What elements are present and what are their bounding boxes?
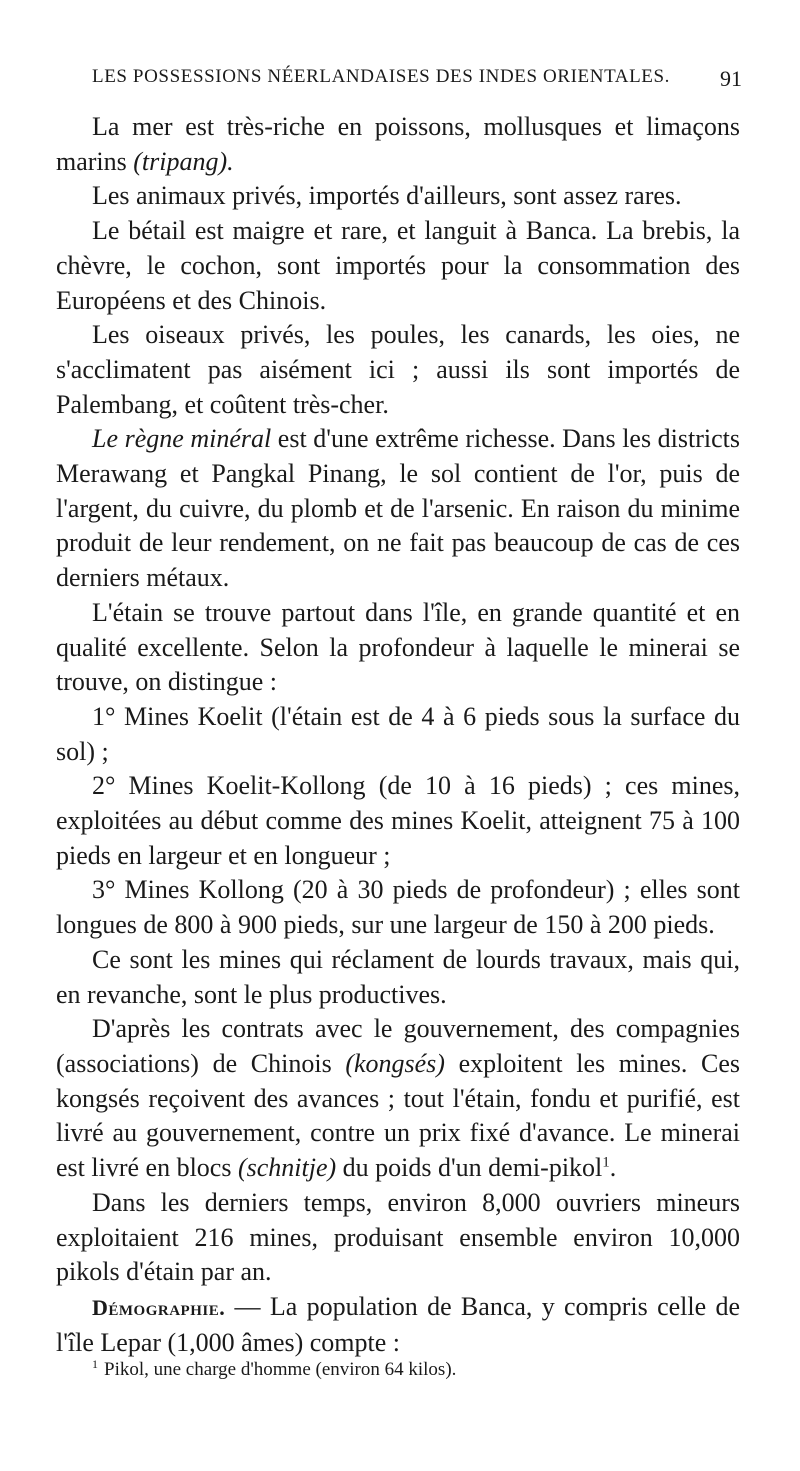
running-header — [92, 66, 742, 106]
term-tripang: (tripang). — [133, 146, 234, 176]
paragraph-text: D'après les contrats avec le gouvernement, des compagnies (associations) de Chinois — [56, 1014, 740, 1078]
paragraph-cattle: Le bétail est maigre et rare, et languit à Banca. La brebis, la chèvre, le cochon, sont importés pour la consommation des Européens et des Chinois. — [56, 216, 740, 315]
page-body — [56, 110, 740, 1360]
page-number: 91 — [720, 66, 742, 91]
footnote-reference[interactable]: 1 — [602, 1154, 610, 1171]
paragraph-text: est d'une extrême richesse. Dans les districts Merawang et Pangkal Pinang, le sol contient de l'or, puis de l'argent, du cuivre, du plomb et de l'arsenic. En raison du minime produit de leur rendement, on ne fait pas beaucoup de cas de ces derniers métaux. — [56, 424, 740, 593]
section-heading-demographie: Démographie. — [92, 1294, 226, 1320]
paragraph-birds: Les oiseaux privés, les poules, les canards, les oies, ne s'acclimatent pas aisément ici ; aussi ils sont importés de Palembang, et coûtent très-cher. — [56, 320, 740, 419]
list-item-kollong: 3° Mines Kollong (20 à 30 pieds de profondeur) ; elles sont longues de 800 à 900 pieds, sur une largeur de 150 à 200 pieds. — [56, 875, 740, 940]
term-konses: (kongsés) — [345, 1048, 445, 1078]
paragraph-sea — [56, 110, 740, 179]
closing-dot: . — [609, 1153, 617, 1183]
paragraph-contracts — [56, 1012, 740, 1186]
paragraph-demography — [56, 1290, 740, 1360]
paragraph-mineral — [56, 422, 740, 596]
term-schnitje: (schnitje) — [237, 1153, 337, 1183]
list-item-koelit-kollong: 2° Mines Koelit-Kollong (de 10 à 16 pieds) ; ces mines, exploitées au début comme des mines Koelit, atteignent 75 à 100 pieds en largeur et en longueur ; — [56, 771, 740, 870]
paragraph-tin: L'étain se trouve partout dans l'île, en grande quantité et en qualité excellente. Selon la profondeur à laquelle le minerai se trouve, on distingue : — [56, 597, 740, 697]
footnote-mark: 1 — [92, 1356, 98, 1371]
term-regne-mineral: Le règne minéral — [92, 424, 272, 454]
paragraph-animals: Les animaux privés, importés d'ailleurs, sont assez rares. — [92, 181, 682, 211]
running-title: LES POSSESSIONS NÉERLANDAISES DES INDES ORIENTALES. — [92, 66, 671, 87]
list-item-koelit: 1° Mines Koelit (l'étain est de 4 à 6 pieds sous la surface du sol) ; — [56, 701, 740, 766]
footnote — [56, 1358, 740, 1382]
paragraph-text: — La population de Banca, y compris celle de l'île Lepar (1,000 âmes) compte : — [56, 1291, 740, 1357]
paragraph-text: du poids d'un demi-pikol — [336, 1153, 603, 1183]
footnote-text: Pikol, une charge d'homme (environ 64 kilos). — [104, 1359, 457, 1380]
paragraph-text: La mer est très-riche en poissons, mollusques et limaçons marins — [56, 112, 740, 176]
paragraph-heavy-works: Ce sont les mines qui réclament de lourds travaux, mais qui, en revanche, sont le plus productives. — [56, 944, 740, 1009]
paragraph-text: exploitent les mines. Ces kongsés reçoivent des avances ; tout l'étain, fondu et purifié, est livré au gouvernement, contre un prix fixé d'avance. Le minerai est livré en blocs — [56, 1048, 740, 1183]
paragraph-workers: Dans les derniers temps, environ 8,000 ouvriers mineurs exploitaient 216 mines, produisant ensemble environ 10,000 pikols d'étain par an. — [56, 1187, 740, 1287]
